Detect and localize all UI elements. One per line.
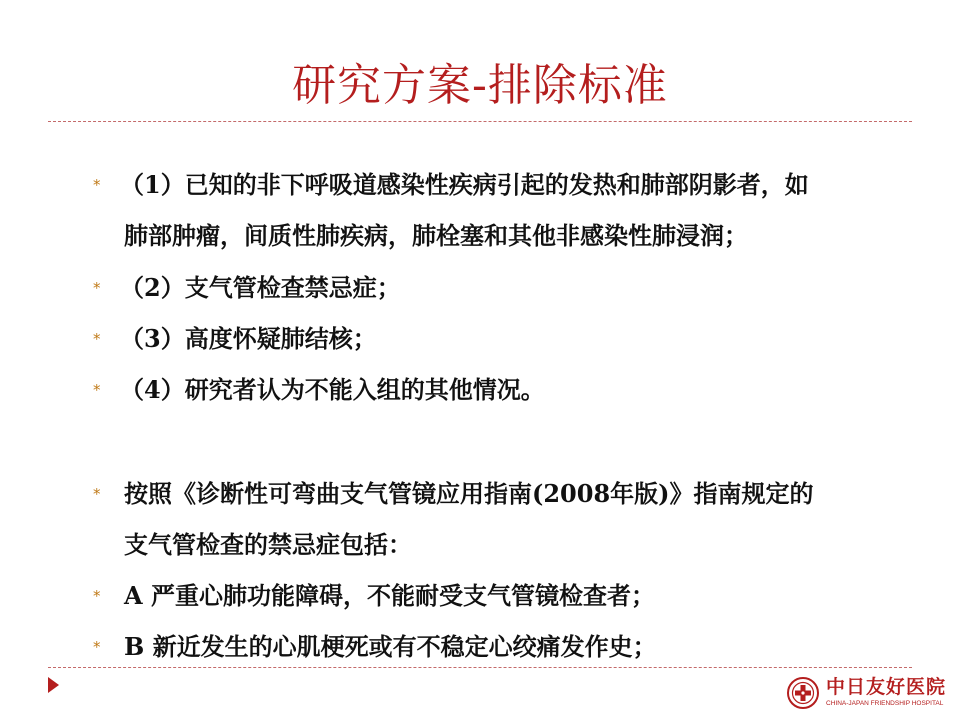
bullet-star-icon: * bbox=[93, 381, 101, 399]
hospital-name-cn: 中日友好医院 bbox=[826, 676, 947, 698]
bullet-star-icon: * bbox=[93, 279, 101, 297]
hospital-emblem-icon bbox=[786, 676, 820, 710]
bullet-star-icon: * bbox=[93, 176, 101, 194]
bullet-text: （1）已知的非下呼吸道感染性疾病引起的发热和肺部阴影者，如 bbox=[120, 170, 809, 199]
bullet-text: A 严重心肺功能障碍，不能耐受支气管镜检查者； bbox=[124, 581, 655, 610]
bullet-text: 肺部肿瘤，间质性肺疾病，肺栓塞和其他非感染性肺浸润； bbox=[124, 221, 748, 250]
bullet-star-icon: * bbox=[93, 485, 101, 503]
bullet-text: （3）高度怀疑肺结核； bbox=[120, 324, 377, 353]
bullet-text: （4）研究者认为不能入组的其他情况。 bbox=[120, 375, 545, 404]
bullet-text: 按照《诊断性可弯曲支气管镜应用指南(2008年版)》指南规定的 bbox=[124, 479, 814, 508]
slide-title: 研究方案-排除标准 bbox=[292, 60, 668, 111]
bullet-star-icon: * bbox=[93, 330, 101, 348]
play-arrow-icon[interactable] bbox=[48, 677, 59, 693]
footer-divider bbox=[48, 667, 912, 668]
hospital-name-en: CHINA-JAPAN FRIENDSHIP HOSPITAL bbox=[826, 700, 944, 707]
bullet-text: B 新近发生的心肌梗死或有不稳定心绞痛发作史； bbox=[124, 632, 657, 661]
bullet-text: （2）支气管检查禁忌症； bbox=[120, 273, 401, 302]
bullet-star-icon: * bbox=[93, 587, 101, 605]
bullet-star-icon: * bbox=[93, 638, 101, 656]
bullet-text: 支气管检查的禁忌症包括： bbox=[124, 530, 412, 559]
hospital-logo bbox=[786, 676, 947, 712]
